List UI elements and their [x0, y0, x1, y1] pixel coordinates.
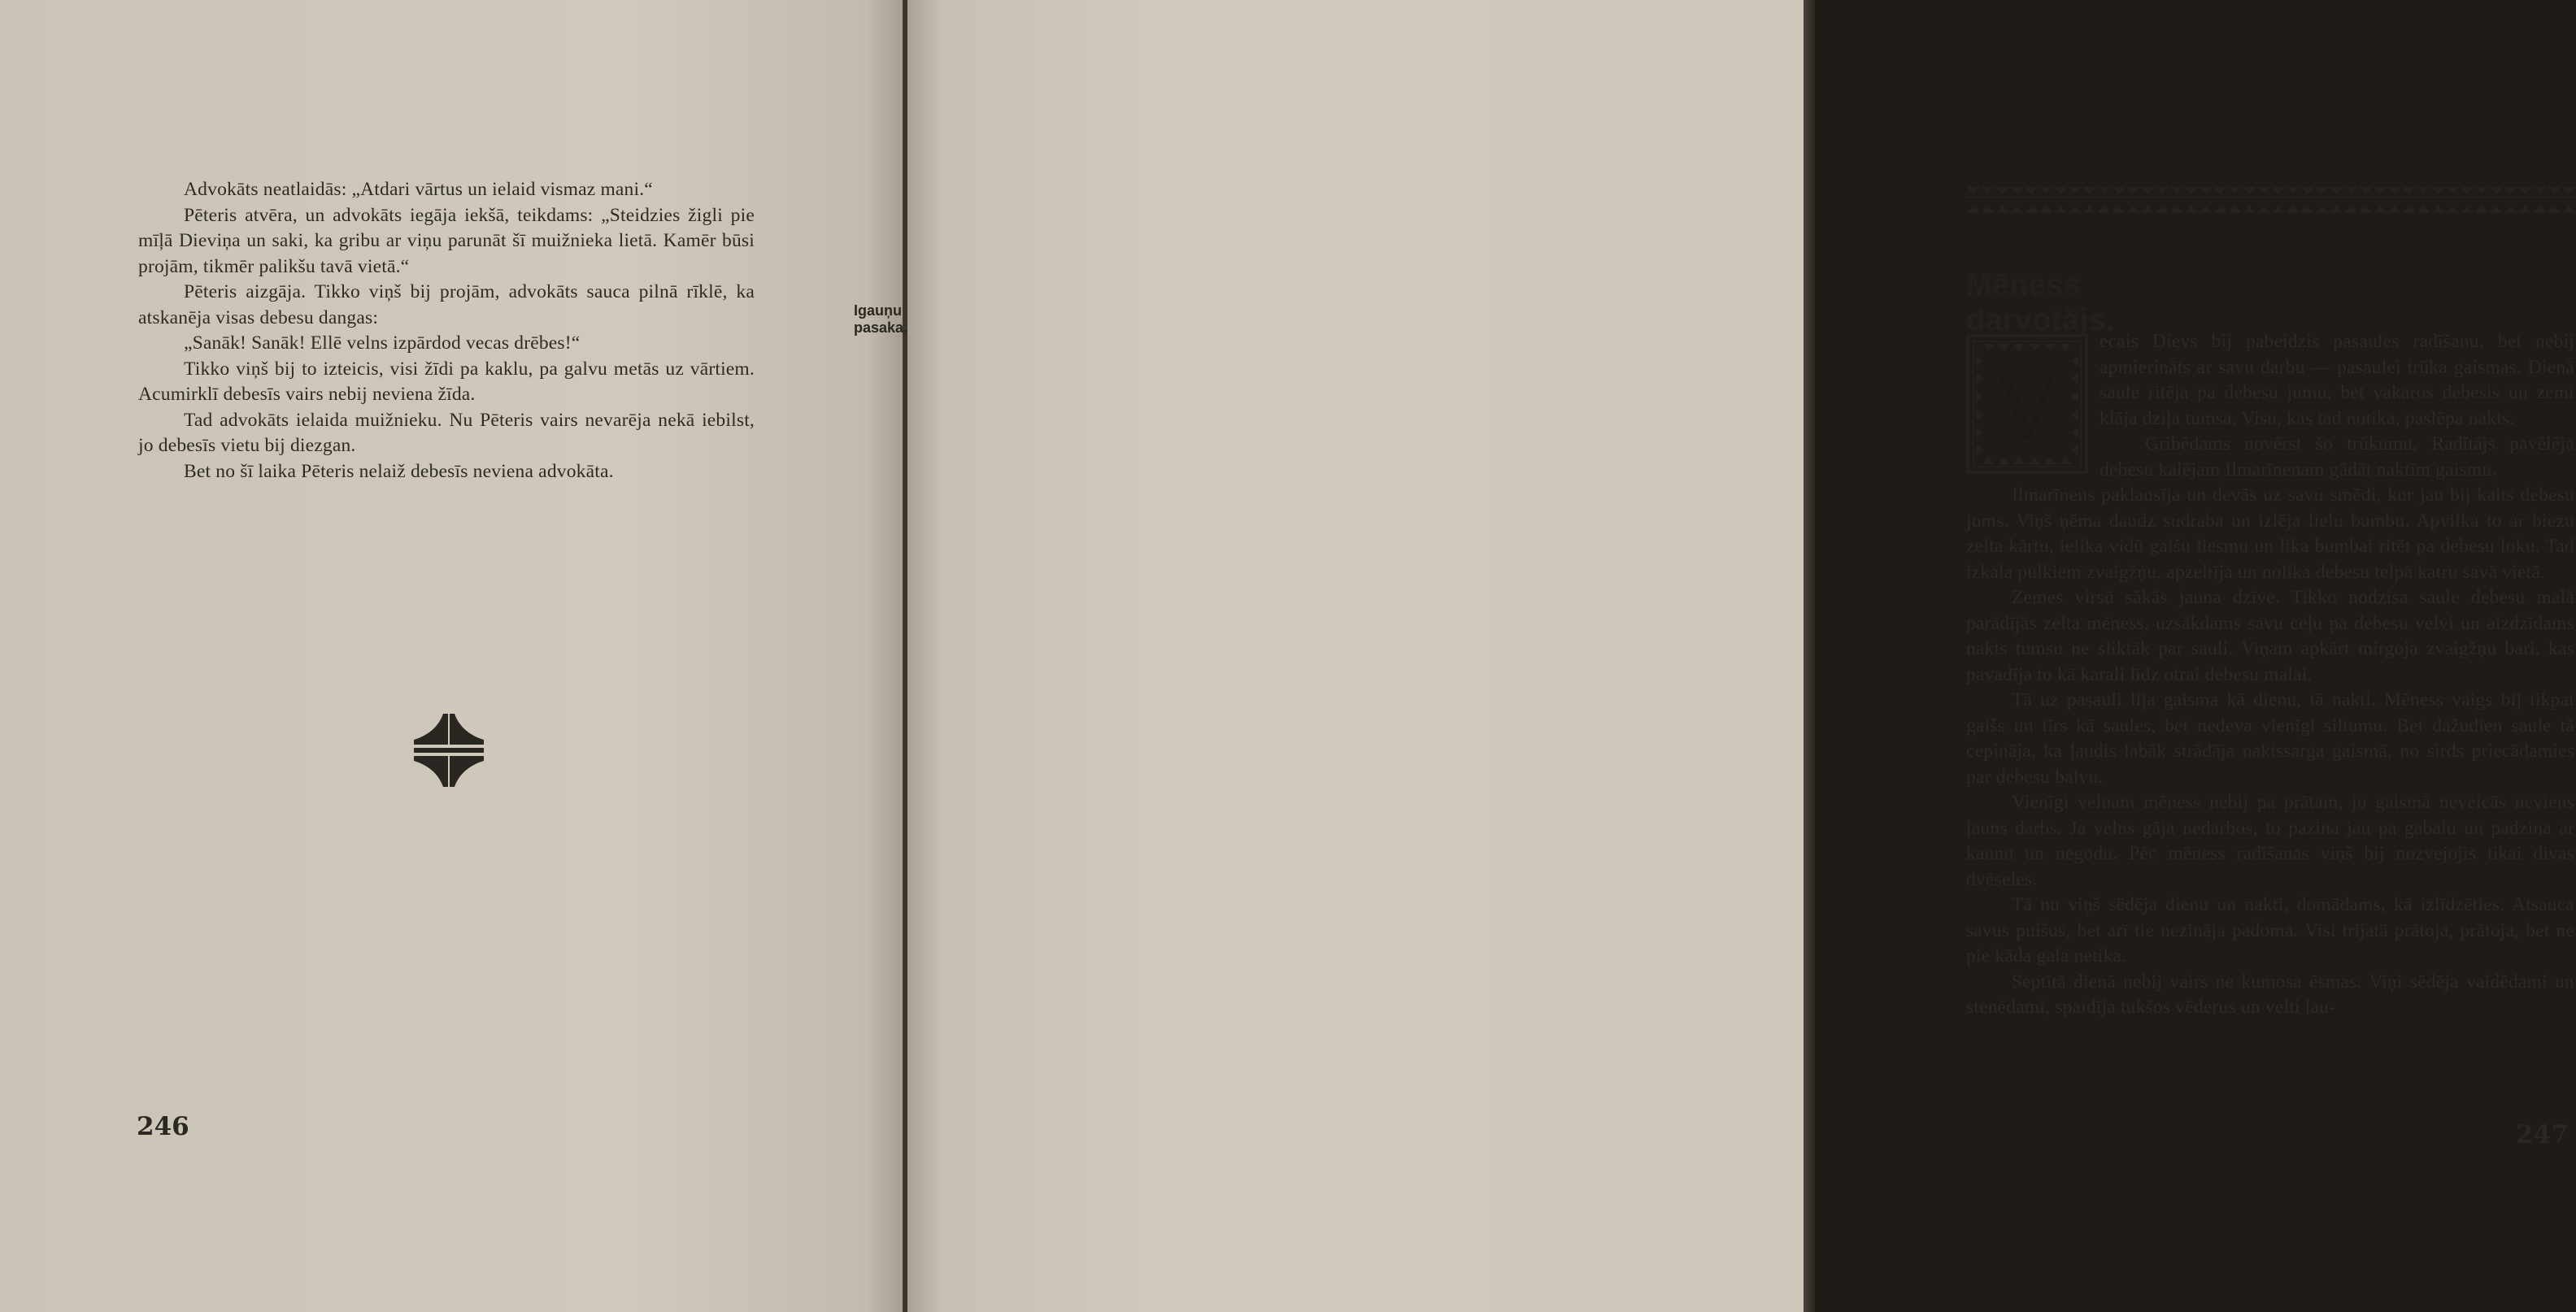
story-title: Mēness darvotājs.: [1966, 268, 2115, 337]
page-number: 246: [137, 1112, 189, 1141]
right-page: [853, 0, 2574, 1312]
drop-cap-letter: V: [1994, 354, 2060, 460]
paragraph: Tā uz pasauli lija gaisma kā dienu, tā nakti. Mēness vaigs bij tikpat gaišs un tīrs kā saules, bet nedeva vienīgi siltumu. Bet dažudien saule tā cepināja, ka ļaudis labāk strādāja naktssarga gaismā, no sirds priecādamies par debesu balvu.: [1966, 689, 2574, 788]
paragraph: Gribēdams novērst šo trūkumu, Radītājs pavēlēja debesu kalējam Ilmarīnenam gādāt naktīm gaismu.: [2100, 433, 2574, 480]
paragraph: Bet no šī laika Pēteris nelaiž debesīs neviena advokāta.: [184, 460, 614, 482]
paragraph: Ilmarīnens paklausīja un devās uz savu smēdi, kur jau bij kalts debesu jums. Viņš ņēma daudz sudraba un izlēja lielu bumbu. Apvilka to ar biezu zelta kārtu, ielika vidū gaišu liesmu un lika bumbai ritēt pa debesu loku. Tad izkala pulkiem zvaigžņu, apzeltīja un nolika debesu telpā katru savā vietā.: [1966, 484, 2574, 583]
fleuron-cross-icon: [411, 712, 487, 789]
story-subtitle: Igauņu pasaka.: [853, 302, 908, 336]
paragraph: Pēteris aizgāja. Tikko viņš bij projām, advokāts sauca pilnā rīklē, ka atskanēja visas debesu dangas:: [138, 281, 755, 328]
left-page: [0, 0, 903, 1312]
right-page-text: [1966, 329, 2574, 1021]
paragraph: Tad advokāts ielaida muižnieku. Nu Pēteris vairs nevarēja nekā iebilst, jo debesīs vietu bij diezgan.: [138, 409, 755, 456]
paragraph: Septītā dienā nebij vairs ne kumosa ēsmas. Viņi sēdēja vaidēdami un stenēdami, spaidīja tukšos vēderus un velti lau-: [1966, 971, 2574, 1018]
paragraph: Tā nu viņš sēdēja dienu un nakti, domādams, kā izlīdzēties. Atsauca savus puišus, bet arī tie nezināja padoma. Visi trijatā prātoja, prātoja, bet ne pie kāda gala netika.: [1966, 894, 2574, 967]
paragraph: Advokāts neatlaidās: „Atdari vārtus un ielaid vismaz mani.“: [184, 179, 653, 200]
paragraph: Tikko viņš bij to izteicis, visi žīdi pa kaklu, pa galvu metās uz vārtiem. Acumirklī debesīs vairs nebij neviena žīda.: [138, 358, 755, 405]
paragraph: Pēteris atvēra, un advokāts iegāja iekšā, teikdams: „Steidzies žigli pie mīļā Dieviņa un saki, ka gribu ar viņu parunāt šī muižnieka lietā. Kamēr būsi projām, tikmēr palikšu tavā vietā.“: [138, 204, 755, 277]
paragraph: Zemes virsū sākās jauna dzīve. Tikko nodzisa saule debesu malā parādījās zelta mēness, uzsākdams savu ceļu pa debesu velvi un aizdzīdams nakts tumsu ne sliktāk par sauli. Viņam apkārt mirgoja zvaigžņu bari, kas pavadīja to kā karali līdz otrai debesu malai.: [1966, 587, 2574, 685]
page-number: 247: [2516, 1120, 2569, 1149]
paragraph: Vienīgi velnam mēness nebij pa prātam, jo gaismā neveicās neviens ļauns darbs. Ja velns gāja nedarbos, to pazina jau pa gabalu un padzina ar kaunu un negodu. Pēc mēness radīšanas viņš bij nozvejojis tikai divas dvēseles.: [1966, 792, 2574, 890]
book-edge: [1804, 0, 1815, 1312]
first-paragraph-text: ecais Dievs bij pabeidzis pasaules radīšanu, bet nebij apmierināts ar savu darbu — pasaulei trūka gaismas. Dienā saule ritēja pa debesu jumu, bet vakaros debesis un zemi klāja dziļa tumsa. Visu, kas tad notika, paslēpa nakts.: [2100, 331, 2574, 429]
left-page-text: [138, 177, 755, 484]
paragraph: „Sanāk! Sanāk! Ellē velns izpārdod vecas drēbes!“: [184, 332, 581, 354]
triangle-border-ornament-icon: [1966, 185, 2576, 215]
drop-cap-frame: [1966, 334, 2088, 474]
